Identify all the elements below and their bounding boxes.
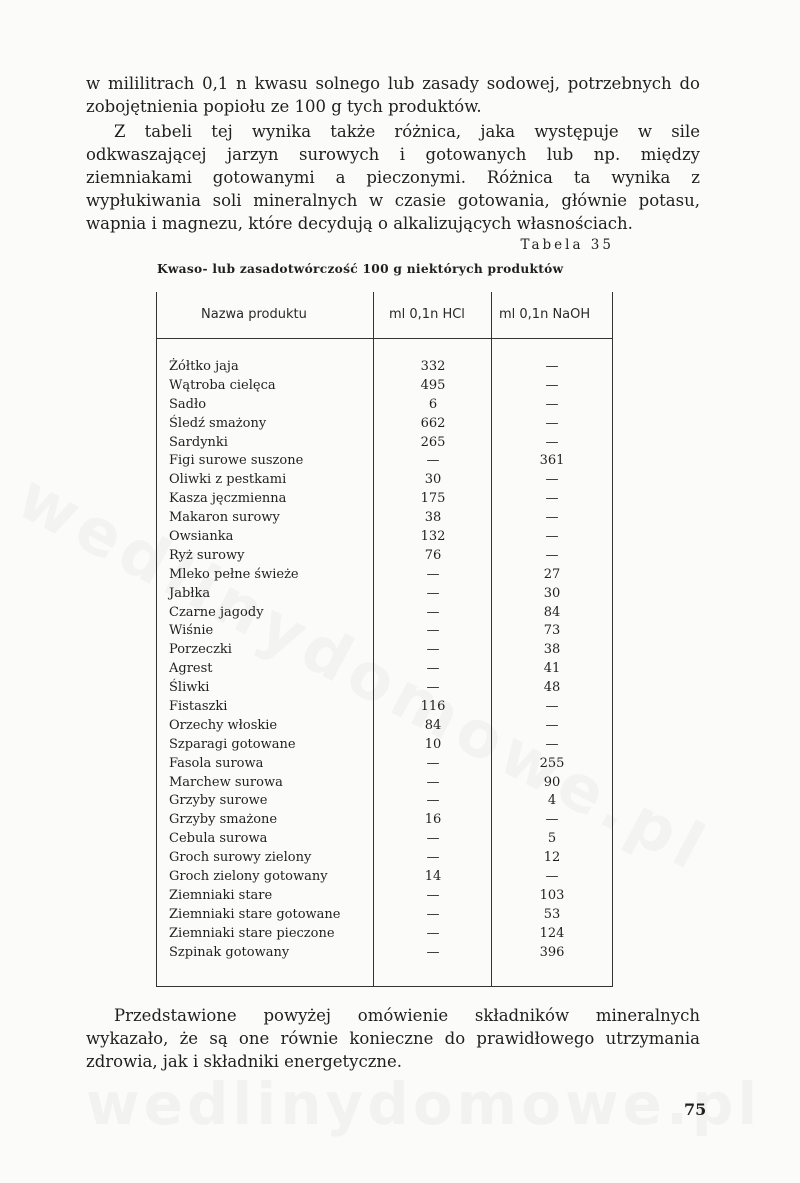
watermark (86, 1070, 761, 1138)
product-name-cell: Szpinak gotowany (169, 944, 290, 960)
product-name-cell: Sardynki (169, 434, 228, 450)
product-name-cell: Porzeczki (169, 642, 232, 658)
hcl-value-cell: 16 (424, 812, 442, 828)
product-name-cell: Orzechy włoskie (169, 717, 278, 733)
hcl-value-cell: 132 (420, 529, 446, 545)
product-name-cell: Śliwki (169, 680, 210, 696)
hcl-value-cell: 116 (420, 699, 446, 715)
hcl-value-cell: — (426, 623, 440, 639)
paragraph-difference: Z tabeli tej wynika także różnica, jaka występuje w sile odkwaszającej jarzyn surowych i gotowanych lub np. między ziemniakami gotowanymi a pieczonymi. Różnica ta wynika z wypłukiwania soli mineralnych w czasie gotowania, głównie potasu, wapnia i magnezu, które decydują o alkalizujących własnościach. (86, 122, 700, 233)
acid-base-table (156, 292, 613, 987)
hcl-value-cell: 76 (424, 547, 442, 563)
product-name-cell: Grzyby smażone (169, 812, 278, 828)
table-header (157, 292, 612, 339)
naoh-value-cell: 27 (543, 566, 561, 582)
hcl-value-cell: — (426, 906, 440, 922)
table-row (157, 945, 612, 964)
naoh-value-cell: — (545, 529, 559, 545)
table-row (157, 831, 612, 850)
hcl-value-cell: — (426, 453, 440, 469)
naoh-value-cell: — (545, 510, 559, 526)
page-number: 75 (684, 1100, 707, 1119)
table-row (157, 775, 612, 794)
hcl-value-cell: — (426, 944, 440, 960)
naoh-value-cell: — (545, 699, 559, 715)
product-name-cell: Fistaszki (169, 699, 228, 715)
table-row (157, 510, 612, 529)
naoh-value-cell: 103 (539, 887, 565, 903)
hcl-value-cell: — (426, 925, 440, 941)
hcl-value-cell: — (426, 680, 440, 696)
header-hcl: ml 0,1n HCl (389, 307, 465, 322)
naoh-value-cell: — (545, 491, 559, 507)
product-name-cell: Wątroba cielęca (169, 377, 276, 393)
product-name-cell: Ziemniaki stare gotowane (169, 906, 341, 922)
naoh-value-cell: — (545, 717, 559, 733)
product-name-cell: Owsianka (169, 529, 234, 545)
naoh-value-cell: — (545, 547, 559, 563)
product-name-cell: Marchew surowa (169, 774, 283, 790)
table-row (157, 926, 612, 945)
product-name-cell: Cebula surowa (169, 831, 268, 847)
table-row (157, 435, 612, 454)
naoh-value-cell: — (545, 812, 559, 828)
hcl-value-cell: — (426, 585, 440, 601)
hcl-value-cell: — (426, 642, 440, 658)
naoh-value-cell: 5 (547, 831, 557, 847)
product-name-cell: Fasola surowa (169, 755, 264, 771)
hcl-value-cell: 84 (424, 717, 442, 733)
product-name-cell: Sadło (169, 396, 207, 412)
naoh-value-cell: 396 (539, 944, 565, 960)
product-name-cell: Agrest (169, 661, 213, 677)
hcl-value-cell: 6 (428, 396, 438, 412)
table-row (157, 793, 612, 812)
hcl-value-cell: 30 (424, 472, 442, 488)
product-name-cell: Figi surowe suszone (169, 453, 304, 469)
product-name-cell: Jabłka (169, 585, 211, 601)
product-name-cell: Oliwki z pestkami (169, 472, 287, 488)
product-name-cell: Ryż surowy (169, 547, 245, 563)
product-name-cell: Groch zielony gotowany (169, 869, 328, 885)
product-name-cell: Grzyby surowe (169, 793, 268, 809)
naoh-value-cell: 90 (543, 774, 561, 790)
table-row (157, 397, 612, 416)
hcl-value-cell: 10 (424, 736, 442, 752)
naoh-value-cell: — (545, 434, 559, 450)
table-row (157, 642, 612, 661)
naoh-value-cell: 4 (547, 793, 557, 809)
hcl-value-cell: 662 (420, 415, 446, 431)
table-row (157, 491, 612, 510)
table-row (157, 453, 612, 472)
table-label: Tabela 35 (520, 237, 614, 253)
table-row (157, 623, 612, 642)
table-row (157, 548, 612, 567)
table-row (157, 888, 612, 907)
naoh-value-cell: 124 (539, 925, 565, 941)
table-row (157, 567, 612, 586)
table-body (157, 359, 612, 964)
table-row (157, 661, 612, 680)
table-row (157, 472, 612, 491)
paragraph-conclusion: Przedstawione powyżej omówienie składników mineralnych wykazało, że są one równie konieczne do prawidłowego utrzymania zdrowia, jak i składniki energetyczne. (86, 1006, 700, 1071)
naoh-value-cell: 255 (539, 755, 565, 771)
table-row (157, 718, 612, 737)
product-name-cell: Szparagi gotowane (169, 736, 296, 752)
naoh-value-cell: 38 (543, 642, 561, 658)
hcl-value-cell: — (426, 604, 440, 620)
product-name-cell: Ziemniaki stare pieczone (169, 925, 335, 941)
table-row (157, 756, 612, 775)
table-row (157, 416, 612, 435)
naoh-value-cell: 73 (543, 623, 561, 639)
product-name-cell: Czarne jagody (169, 604, 264, 620)
table-row (157, 737, 612, 756)
naoh-value-cell: 48 (543, 680, 561, 696)
naoh-value-cell: — (545, 396, 559, 412)
table-row (157, 850, 612, 869)
hcl-value-cell: — (426, 661, 440, 677)
hcl-value-cell: 332 (420, 359, 446, 374)
table-row (157, 605, 612, 624)
naoh-value-cell: — (545, 377, 559, 393)
hcl-value-cell: — (426, 850, 440, 866)
product-name-cell: Mleko pełne świeże (169, 566, 299, 582)
naoh-value-cell: 12 (543, 850, 561, 866)
naoh-value-cell: 53 (543, 906, 561, 922)
table-row (157, 359, 612, 378)
table-row (157, 812, 612, 831)
hcl-value-cell: 495 (420, 377, 446, 393)
header-name: Nazwa produktu (201, 307, 307, 322)
paragraph-intro: w mililitrach 0,1 n kwasu solnego lub zasady sodowej, potrzebnych do zobojętnienia popiołu ze 100 g tych produktów. (86, 74, 700, 116)
naoh-value-cell: 84 (543, 604, 561, 620)
table-row (157, 869, 612, 888)
product-name-cell: Makaron surowy (169, 510, 280, 526)
naoh-value-cell: — (545, 359, 559, 374)
naoh-value-cell: — (545, 472, 559, 488)
hcl-value-cell: — (426, 755, 440, 771)
hcl-value-cell: 14 (424, 869, 442, 885)
hcl-value-cell: — (426, 793, 440, 809)
table-row (157, 680, 612, 699)
hcl-value-cell: — (426, 774, 440, 790)
table-row (157, 586, 612, 605)
table-row (157, 699, 612, 718)
table-row (157, 907, 612, 926)
table-row (157, 378, 612, 397)
naoh-value-cell: — (545, 736, 559, 752)
header-naoh: ml 0,1n NaOH (499, 307, 591, 322)
product-name-cell: Śledź smażony (169, 415, 267, 431)
hcl-value-cell: — (426, 566, 440, 582)
naoh-value-cell: — (545, 869, 559, 885)
naoh-value-cell: 30 (543, 585, 561, 601)
table-row (157, 529, 612, 548)
hcl-value-cell: 265 (420, 434, 446, 450)
naoh-value-cell: — (545, 415, 559, 431)
product-name-cell: Wiśnie (169, 623, 214, 639)
hcl-value-cell: 175 (420, 491, 446, 507)
table-caption: Kwaso- lub zasadotwórczość 100 g niektórych produktów (157, 262, 564, 276)
hcl-value-cell: — (426, 831, 440, 847)
naoh-value-cell: 41 (543, 661, 561, 677)
product-name-cell: Żółtko jaja (169, 359, 239, 374)
naoh-value-cell: 361 (539, 453, 565, 469)
product-name-cell: Groch surowy zielony (169, 850, 312, 866)
hcl-value-cell: — (426, 887, 440, 903)
hcl-value-cell: 38 (424, 510, 442, 526)
product-name-cell: Ziemniaki stare (169, 887, 273, 903)
product-name-cell: Kasza jęczmienna (169, 491, 287, 507)
